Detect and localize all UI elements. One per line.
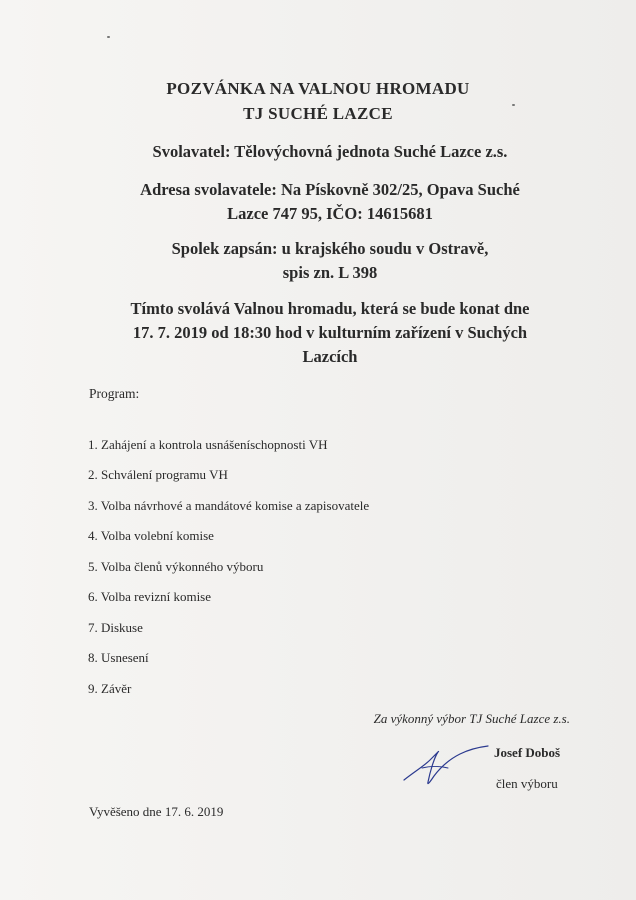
program-item: 4. Volba volební komise — [88, 528, 214, 543]
announcement-line-2: 17. 7. 2019 od 18:30 hod v kulturním zařízení v Suchých — [132, 323, 528, 342]
program-item: 2. Schválení programu VH — [88, 467, 228, 482]
convener-line — [60, 140, 600, 164]
document-title: POZVÁNKA NA VALNOU HROMADU — [166, 79, 470, 98]
signature-intro: Za výkonný výbor TJ Suché Lazce z.s. — [373, 711, 570, 726]
program-item: 5. Volba členů výkonného výboru — [88, 559, 264, 574]
program-item: 8. Usnesení — [88, 650, 149, 665]
program-item: 9. Závěr — [88, 681, 132, 696]
program-item: 3. Volba návrhové a mandátové komise a zapisovatele — [88, 498, 370, 513]
announcement-block — [60, 297, 600, 369]
address-line-2: Lazce 747 95, IČO: 14615681 — [227, 204, 433, 223]
announcement-line-3: Lazcích — [302, 347, 358, 366]
announcement-line-1: Tímto svolává Valnou hromadu, která se bude konat dne — [130, 299, 530, 318]
address-line-1: Adresa svolavatele: Na Pískovně 302/25, Opava Suché — [140, 180, 520, 199]
address-block — [60, 178, 600, 226]
handwritten-signature — [400, 742, 490, 790]
paper-speck — [107, 36, 110, 38]
registry-line-1: Spolek zapsán: u krajského soudu v Ostravě, — [171, 239, 489, 258]
signatory-name: Josef Doboš — [494, 745, 561, 760]
document-subtitle: TJ SUCHÉ LAZCE — [243, 104, 393, 123]
signatory-role: člen výboru — [496, 776, 558, 791]
program-item: 6. Volba revizní komise — [88, 589, 212, 604]
convener-text: Svolavatel: Tělovýchovná jednota Suché Lazce z.s. — [152, 142, 508, 161]
posted-date: Vyvěšeno dne 17. 6. 2019 — [89, 804, 224, 819]
program-item: 1. Zahájení a kontrola usnášeníschopnosti VH — [88, 437, 328, 452]
program-label: Program: — [89, 386, 140, 401]
registry-block — [60, 237, 600, 285]
registry-line-2: spis zn. L 398 — [282, 263, 378, 282]
program-item: 7. Diskuse — [88, 620, 143, 635]
